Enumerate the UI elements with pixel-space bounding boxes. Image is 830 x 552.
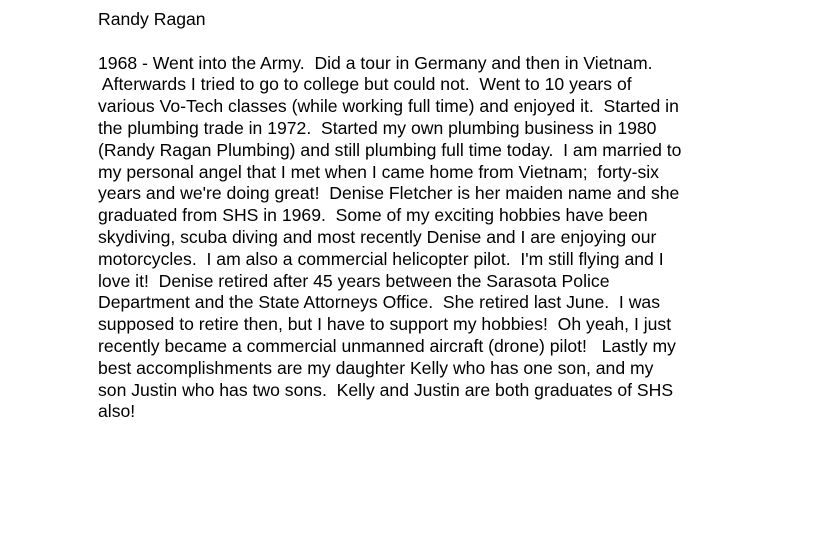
document-heading: Randy Ragan: [98, 9, 206, 29]
body-line: graduated from SHS in 1969. Some of my exciting hobbies have been: [98, 205, 648, 226]
body-line: son Justin who has two sons. Kelly and Justin are both graduates of SHS: [98, 379, 674, 400]
body-line: various Vo-Tech classes (while working full time) and enjoyed it. Started in: [98, 96, 679, 117]
body-line: motorcycles. I am also a commercial helicopter pilot. I'm still flying and I: [98, 248, 664, 269]
body-line: (Randy Ragan Plumbing) and still plumbing full time today. I am married to: [98, 139, 682, 160]
body-line: also!: [98, 401, 136, 422]
body-line: the plumbing trade in 1972. Started my own plumbing business in 1980: [98, 117, 657, 138]
body-line: years and we're doing great! Denise Fletcher is her maiden name and she: [98, 183, 680, 204]
document-body: [98, 53, 798, 424]
body-line: 1968 - Went into the Army. Did a tour in Germany and then in Vietnam.: [98, 52, 653, 73]
body-line: best accomplishments are my daughter Kelly who has one son, and my: [98, 357, 654, 378]
body-line: skydiving, scuba diving and most recently Denise and I are enjoying our: [98, 226, 657, 247]
body-line: my personal angel that I met when I came home from Vietnam; forty-six: [98, 161, 659, 182]
body-line: Department and the State Attorneys Office. She retired last June. I was: [98, 292, 660, 313]
body-line: supposed to retire then, but I have to support my hobbies! Oh yeah, I just: [98, 314, 672, 335]
body-line: Afterwards I tried to go to college but could not. Went to 10 years of: [98, 74, 632, 95]
body-line: recently became a commercial unmanned aircraft (drone) pilot! Lastly my: [98, 335, 676, 356]
document: [98, 9, 798, 423]
body-line: love it! Denise retired after 45 years between the Sarasota Police: [98, 270, 610, 291]
